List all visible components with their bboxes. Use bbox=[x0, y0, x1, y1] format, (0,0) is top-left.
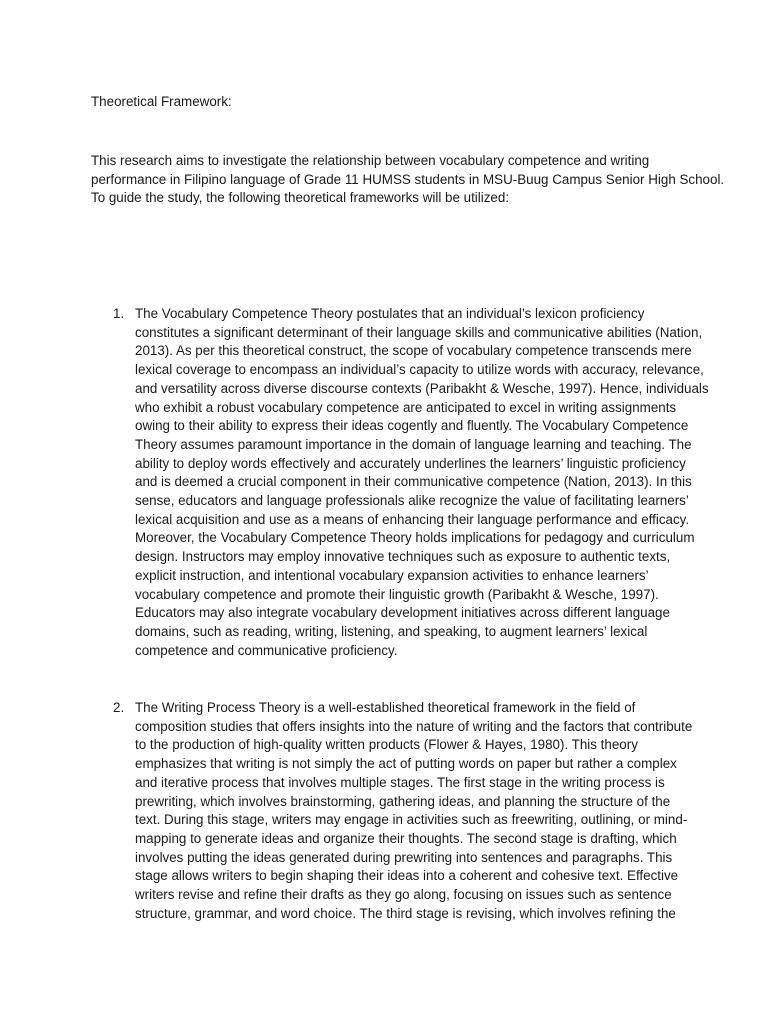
body-line: owing to their ability to express their ideas cogently and fluently. The Vocabulary Competence bbox=[135, 418, 689, 434]
body-line: Educators may also integrate vocabulary development initiatives across different language bbox=[135, 605, 670, 621]
body-line: prewriting, which involves brainstorming, gathering ideas, and planning the structure of the bbox=[135, 793, 671, 809]
body-line: structure, grammar, and word choice. The third stage is revising, which involves refining the bbox=[135, 905, 676, 921]
body-line: and versatility across diverse discourse contexts (Paribakht & Wesche, 1997). Hence, individuals bbox=[135, 380, 709, 396]
body-line: competence and communicative proficiency. bbox=[135, 642, 398, 658]
body-line: composition studies that offers insights into the nature of writing and the factors that contribute bbox=[135, 718, 693, 734]
body-line: mapping to generate ideas and organize their thoughts. The second stage is drafting, which bbox=[135, 830, 677, 846]
body-line: writers revise and refine their drafts as they go along, focusing on issues such as sentence bbox=[135, 887, 672, 903]
body-line: Moreover, the Vocabulary Competence Theory holds implications for pedagogy and curriculum bbox=[135, 530, 695, 546]
body-line: to the production of high-quality written products (Flower & Hayes, 1980). This theory bbox=[135, 737, 638, 753]
body-line: domains, such as reading, writing, listening, and speaking, to augment learners’ lexical bbox=[135, 623, 648, 639]
list-item-body bbox=[135, 305, 709, 660]
intro-paragraph bbox=[91, 152, 725, 208]
document-heading: Theoretical Framework: bbox=[91, 94, 232, 109]
list-item-body bbox=[135, 699, 695, 923]
body-line: ability to deploy words effectively and accurately underlines the learners’ linguistic proficiency bbox=[135, 455, 686, 471]
body-line: Theory assumes paramount importance in the domain of language learning and teaching. The bbox=[135, 436, 692, 452]
body-line: vocabulary competence and promote their linguistic growth (Paribakht & Wesche, 1997). bbox=[135, 586, 659, 602]
intro-line: To guide the study, the following theoretical frameworks will be utilized: bbox=[91, 190, 510, 206]
body-line: The Writing Process Theory is a well-established theoretical framework in the field of bbox=[135, 700, 636, 715]
list-item-number: 2. bbox=[113, 700, 125, 715]
intro-line: This research aims to investigate the relationship between vocabulary competence and writing bbox=[91, 153, 650, 168]
body-line: explicit instruction, and intentional vocabulary expansion activities to enhance learners’ bbox=[135, 567, 649, 583]
list-item-number: 1. bbox=[113, 306, 125, 321]
body-line: The Vocabulary Competence Theory postulates that an individual’s lexicon proficiency bbox=[135, 306, 645, 321]
body-line: and is deemed a crucial component in their communicative competence (Nation, 2013). In this bbox=[135, 474, 692, 490]
body-line: sense, educators and language professionals alike recognize the value of facilitating learners’ bbox=[135, 493, 689, 509]
body-line: lexical coverage to encompass an individual’s capacity to utilize words with accuracy, relevance, bbox=[135, 362, 704, 378]
body-line: involves putting the ideas generated during prewriting into sentences and paragraphs. This bbox=[135, 849, 673, 865]
intro-line: performance in Filipino language of Grade 11 HUMSS students in MSU-Buug Campus Senior High School. bbox=[91, 171, 725, 187]
body-line: who exhibit a robust vocabulary competence are anticipated to excel in writing assignments bbox=[135, 399, 677, 415]
body-line: stage allows writers to begin shaping their ideas into a coherent and cohesive text. Effective bbox=[135, 868, 679, 884]
body-line: and iterative process that involves multiple stages. The first stage in the writing process is bbox=[135, 774, 665, 790]
body-line: 2013). As per this theoretical construct, the scope of vocabulary competence transcends mere bbox=[135, 343, 692, 359]
body-line: constitutes a significant determinant of their language skills and communicative abilities (Nation, bbox=[135, 324, 703, 340]
body-line: text. During this stage, writers may engage in activities such as freewriting, outlining, or mind- bbox=[135, 812, 688, 828]
body-line: lexical acquisition and use as a means of enhancing their language performance and efficacy. bbox=[135, 511, 690, 527]
body-line: emphasizes that writing is not simply the act of putting words on paper but rather a complex bbox=[135, 756, 677, 772]
body-line: design. Instructors may employ innovative techniques such as exposure to authentic texts, bbox=[135, 549, 671, 565]
